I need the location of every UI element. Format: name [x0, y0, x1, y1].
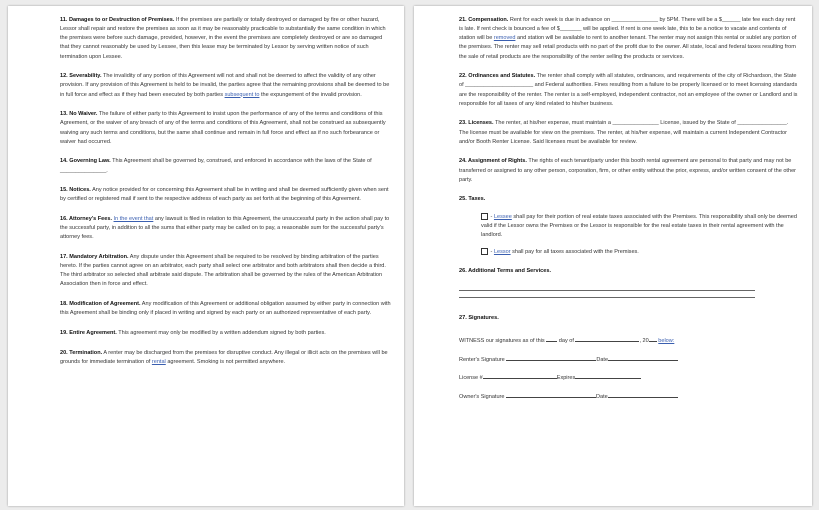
clause-22: 22. Ordinances and Statutes. The renter shall comply with all statutes, ordinances, and requirements of the city of Richardson, the State of ______________________ and Federal authorities. Fines resulting from a failure to be properly licensed or to meet licensing standards are the responsibility of the renter. The renter is a self-employed, independent contractor, not an employee of the owner or Landlord and is responsible for all taxes of any kind related to his/her business.: [459, 73, 798, 107]
spellcheck-underline[interactable]: In the event that: [113, 216, 154, 222]
clause-11: 11. Damages to or Destruction of Premises. If the premises are partially or totally destroyed or damaged by fire or other hazard, Lessor shall repair and restore the premises as soon as it may be reasonably practicable to substantially the same condition in which the premises were before such damage, provided, however, in the event the premises are completely destroyed or are so damaged that they cannot reasonably be used by Lessee, then this lease may be terminated by Lessor by serving written notice of such termination upon Lessee.: [60, 17, 386, 60]
date-field[interactable]: [608, 391, 678, 398]
clause-20: 20. Termination. A renter may be discharged from the premises for disruptive conduct. Any illegal or illicit acts on the premises will be grounds for immediate termination of rental agreement. Smoking is not permitted anywhere.: [60, 349, 388, 365]
owner-signature-field[interactable]: [506, 391, 596, 398]
owner-signature-line: Owner's Signature Date: [459, 391, 798, 402]
spellcheck-underline[interactable]: Lessor: [493, 249, 511, 256]
spellcheck-underline[interactable]: rental: [151, 358, 166, 365]
document-page-left: [8, 6, 404, 506]
blank-month[interactable]: [575, 335, 639, 342]
clause-14: 14. Governing Law. This Agreement shall be governed by, construed, and enforced in accordance with the laws of the State of _______________.: [60, 158, 372, 174]
clause-24: 24. Assignment of Rights. The rights of each tenant/party under this booth rental agreement are personal to that party and may not be transferred or assigned to any other person, corporation, firm, or other entity without the prior, express, and/or written consent of the other party.: [459, 158, 796, 183]
license-field[interactable]: [483, 372, 557, 379]
clause-25-heading: 25. Taxes.: [459, 196, 486, 203]
document-page-right: [414, 6, 812, 506]
expires-field[interactable]: [575, 372, 641, 379]
clause-16: 16. Attorney's Fees. In the event that any lawsuit is filed in relation to this Agreement, the unsuccessful party in the action shall pay to the successful party, in addition to all the sums that either party may be called on to pay, a reasonable sum for the successful party's attorney fees.: [60, 216, 390, 241]
spellcheck-underline[interactable]: removed: [493, 35, 516, 42]
checkbox[interactable]: [481, 213, 488, 220]
clause-17: 17. Mandatory Arbitration. Any dispute under this Agreement shall be required to be resolved by binding arbitration of the parties hereto. If the parties cannot agree on an arbitrator, each party shall select one arbitrator and both arbitrators shall then decide a third. The third arbitrator so selected shall arbitrate said dispute. The arbitration shall be governed by the rules of the American Arbitration Association then in force and effect.: [60, 253, 386, 288]
blank-line[interactable]: [459, 290, 755, 291]
spellcheck-underline[interactable]: below:: [658, 338, 675, 345]
clause-27-heading: 27. Signatures.: [459, 315, 499, 322]
clause-18: 18. Modification of Agreement. Any modification of this Agreement or additional obligation assumed by either party in connection with this Agreement shall be binding only if placed in writing and signed by each party or an authorized representative of each party.: [60, 301, 391, 317]
clause-13: 13. No Waiver. The failure of either party to this Agreement to insist upon the performance of any of the terms and conditions of this Agreement, or the waiver of any breach of any of the terms and conditions of this Agreement, shall not be construed as subsequently waiving any such terms and conditions, but the same shall continue and remain in full force and effect as if no such forbearance or waiver had occurred.: [60, 111, 386, 145]
spellcheck-underline[interactable]: subsequent to: [224, 91, 260, 98]
clause-21: 21. Compensation. Rent for each week is due in advance on _______________ by 5PM. There will be a $______ late fee each day rent is late. If rent check is bounced a fee of $_______ will be applied. If rent is one week late, this to be a notice to vacate and contents of station will be removed and station will be available to rent to another tenant. The renter may not assign this rental or sublet any portion of the premises. The renter may sell retail products with no part of the profit due to the owner. All state, local and federal taxes resulting from the sale of retail products are the responsibility of the renter selling the products or services.: [459, 17, 797, 60]
license-line: License # Expires: [459, 372, 798, 383]
date-field[interactable]: [608, 354, 678, 361]
tax-option-lessor: - Lessor shall pay for all taxes associated with the Premises.: [481, 248, 798, 257]
checkbox[interactable]: [481, 248, 488, 255]
spellcheck-underline[interactable]: Lessee: [493, 214, 512, 221]
clause-19: 19. Entire Agreement. This agreement may only be modified by a written addendum signed by both parties.: [60, 329, 326, 336]
clause-23: 23. Licenses. The renter, at his/her expense, must maintain a _______________ License, issued by the State of ________________. The license must be available for view on the premises. The renter, at his/her expense, will maintain a current Independent Contractor and/or Booth Renter License. Said licenses must be available for review.: [459, 120, 789, 145]
blank-year[interactable]: [649, 335, 657, 342]
renter-signature-field[interactable]: [506, 354, 596, 361]
blank-line[interactable]: [459, 297, 755, 298]
clause-12: 12. Severability. The invalidity of any portion of this Agreement will not and shall not be deemed to affect the validity of any other provision. If any provision of this Agreement is held to be invalid, the parties agree that the remaining provisions shall be deemed to be in full force and effect as if they had been executed by both parties subsequent to the expungement of the invalid provision.: [60, 73, 390, 98]
clause-15: 15. Notices. Any notice provided for or concerning this Agreement shall be in writing and shall be deemed sufficiently given when sent by certified or registered mail if sent to the respective address of each party as set forth at the beginning of this Agreement.: [60, 187, 389, 203]
clause-26-heading: 26. Additional Terms and Services.: [459, 268, 552, 275]
renter-signature-line: Renter's Signature Date: [459, 354, 798, 365]
blank-day[interactable]: [546, 335, 557, 342]
witness-line: WITNESS our signatures as of this day of , 20 below:: [459, 335, 798, 346]
tax-option-lessee: - Lessee shall pay for their portion of real estate taxes associated with the Premises. This responsibility shall only be deemed valid if the Lessor owns the Premises or the Lessor is responsible for the real estate taxes in their rental agreement with the landlord.: [481, 214, 797, 239]
